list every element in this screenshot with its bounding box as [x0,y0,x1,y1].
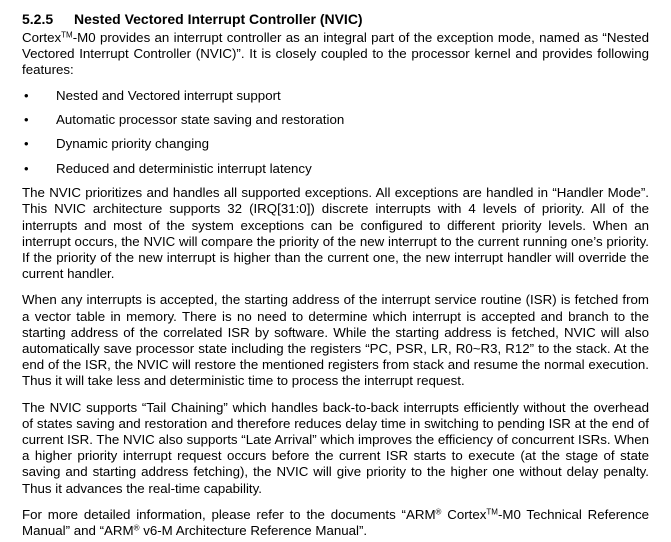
feature-item [22,88,649,104]
document-page [22,10,649,539]
bullet-icon: • [24,111,29,127]
intro-text: -M0 provides an interrupt controller as an integral part of the exception mode, named as “Nested Vectored Interrupt Controller (NVIC)”. It is closely coupled to the processor kernel and provides following features: [22,30,649,78]
closing-text-1: For more detailed information, please refer to the documents “ARM [22,506,436,522]
body-paragraph-isr: When any interrupts is accepted, the starting address of the interrupt service routine (ISR) is fetched from a vector table in memory. There is no need to determine which interrupt is accepted and branch to the starting address of the correlated ISR by software. While the starting address is fetched, NVIC will also automatically save processor state including the registers “PC, PSR, LR, R0~R3, R12” to the stack. At the end of the ISR, the NVIC will restore the mentioned registers from stack and resume the normal execution. Thus it will take less and deterministic time to process the interrupt request. [22,292,649,389]
registered-mark: ® [435,507,442,517]
section-title: Nested Vectored Interrupt Controller (NVIC) [74,11,363,27]
bullet-icon: • [24,87,29,103]
trademark-mark: TM [61,30,73,40]
body-paragraph-tail-chaining: The NVIC supports “Tail Chaining” which handles back-to-back interrupts efficiently without the overhead of states saving and restoration and therefore reduces delay time in switching to pending ISR at the end of current ISR. The NVIC also supports “Late Arrival” which improves the efficiency of concurrent ISRs. When a higher priority interrupt request occurs before the current ISR starts to execute (at the stage of state saving and starting address fetching), the NVIC will give priority to the higher one without delay penalty. Thus it advances the real-time capability. [22,399,649,496]
feature-list [22,88,649,177]
bullet-icon: • [24,160,29,176]
feature-item [22,161,649,177]
feature-item [22,136,649,152]
body-paragraph-priority: The NVIC prioritizes and handles all supported exceptions. All exceptions are handled in “Handler Mode”. This NVIC architecture supports 32 (IRQ[31:0]) discrete interrupts with 4 levels of priority. All of the interrupts and most of the system exceptions can be configured to different priority levels. When an interrupt occurs, the NVIC will compare the priority of the new interrupt to the current running one’s priority. If the priority of the new interrupt is higher than the current one, the new interrupt handler will override the current handler. [22,185,649,282]
registered-mark: ® [133,523,140,533]
feature-text: Reduced and deterministic interrupt latency [56,160,312,176]
closing-paragraph [22,507,649,539]
closing-text-3: -M0 Technical Reference Manual” and “ARM [22,506,650,538]
feature-item [22,112,649,128]
intro-paragraph [22,30,649,79]
closing-text-4: v6-M Architecture Reference Manual”. [139,522,368,538]
bullet-icon: • [24,136,29,152]
trademark-mark: TM [486,507,498,517]
section-heading [22,10,649,28]
feature-text: Dynamic priority changing [56,136,209,152]
feature-text: Nested and Vectored interrupt support [56,87,281,103]
section-number: 5.2.5 [22,11,54,27]
closing-text-2: Cortex [441,506,487,522]
feature-text: Automatic processor state saving and restoration [56,111,345,127]
intro-brand: Cortex [22,30,62,45]
